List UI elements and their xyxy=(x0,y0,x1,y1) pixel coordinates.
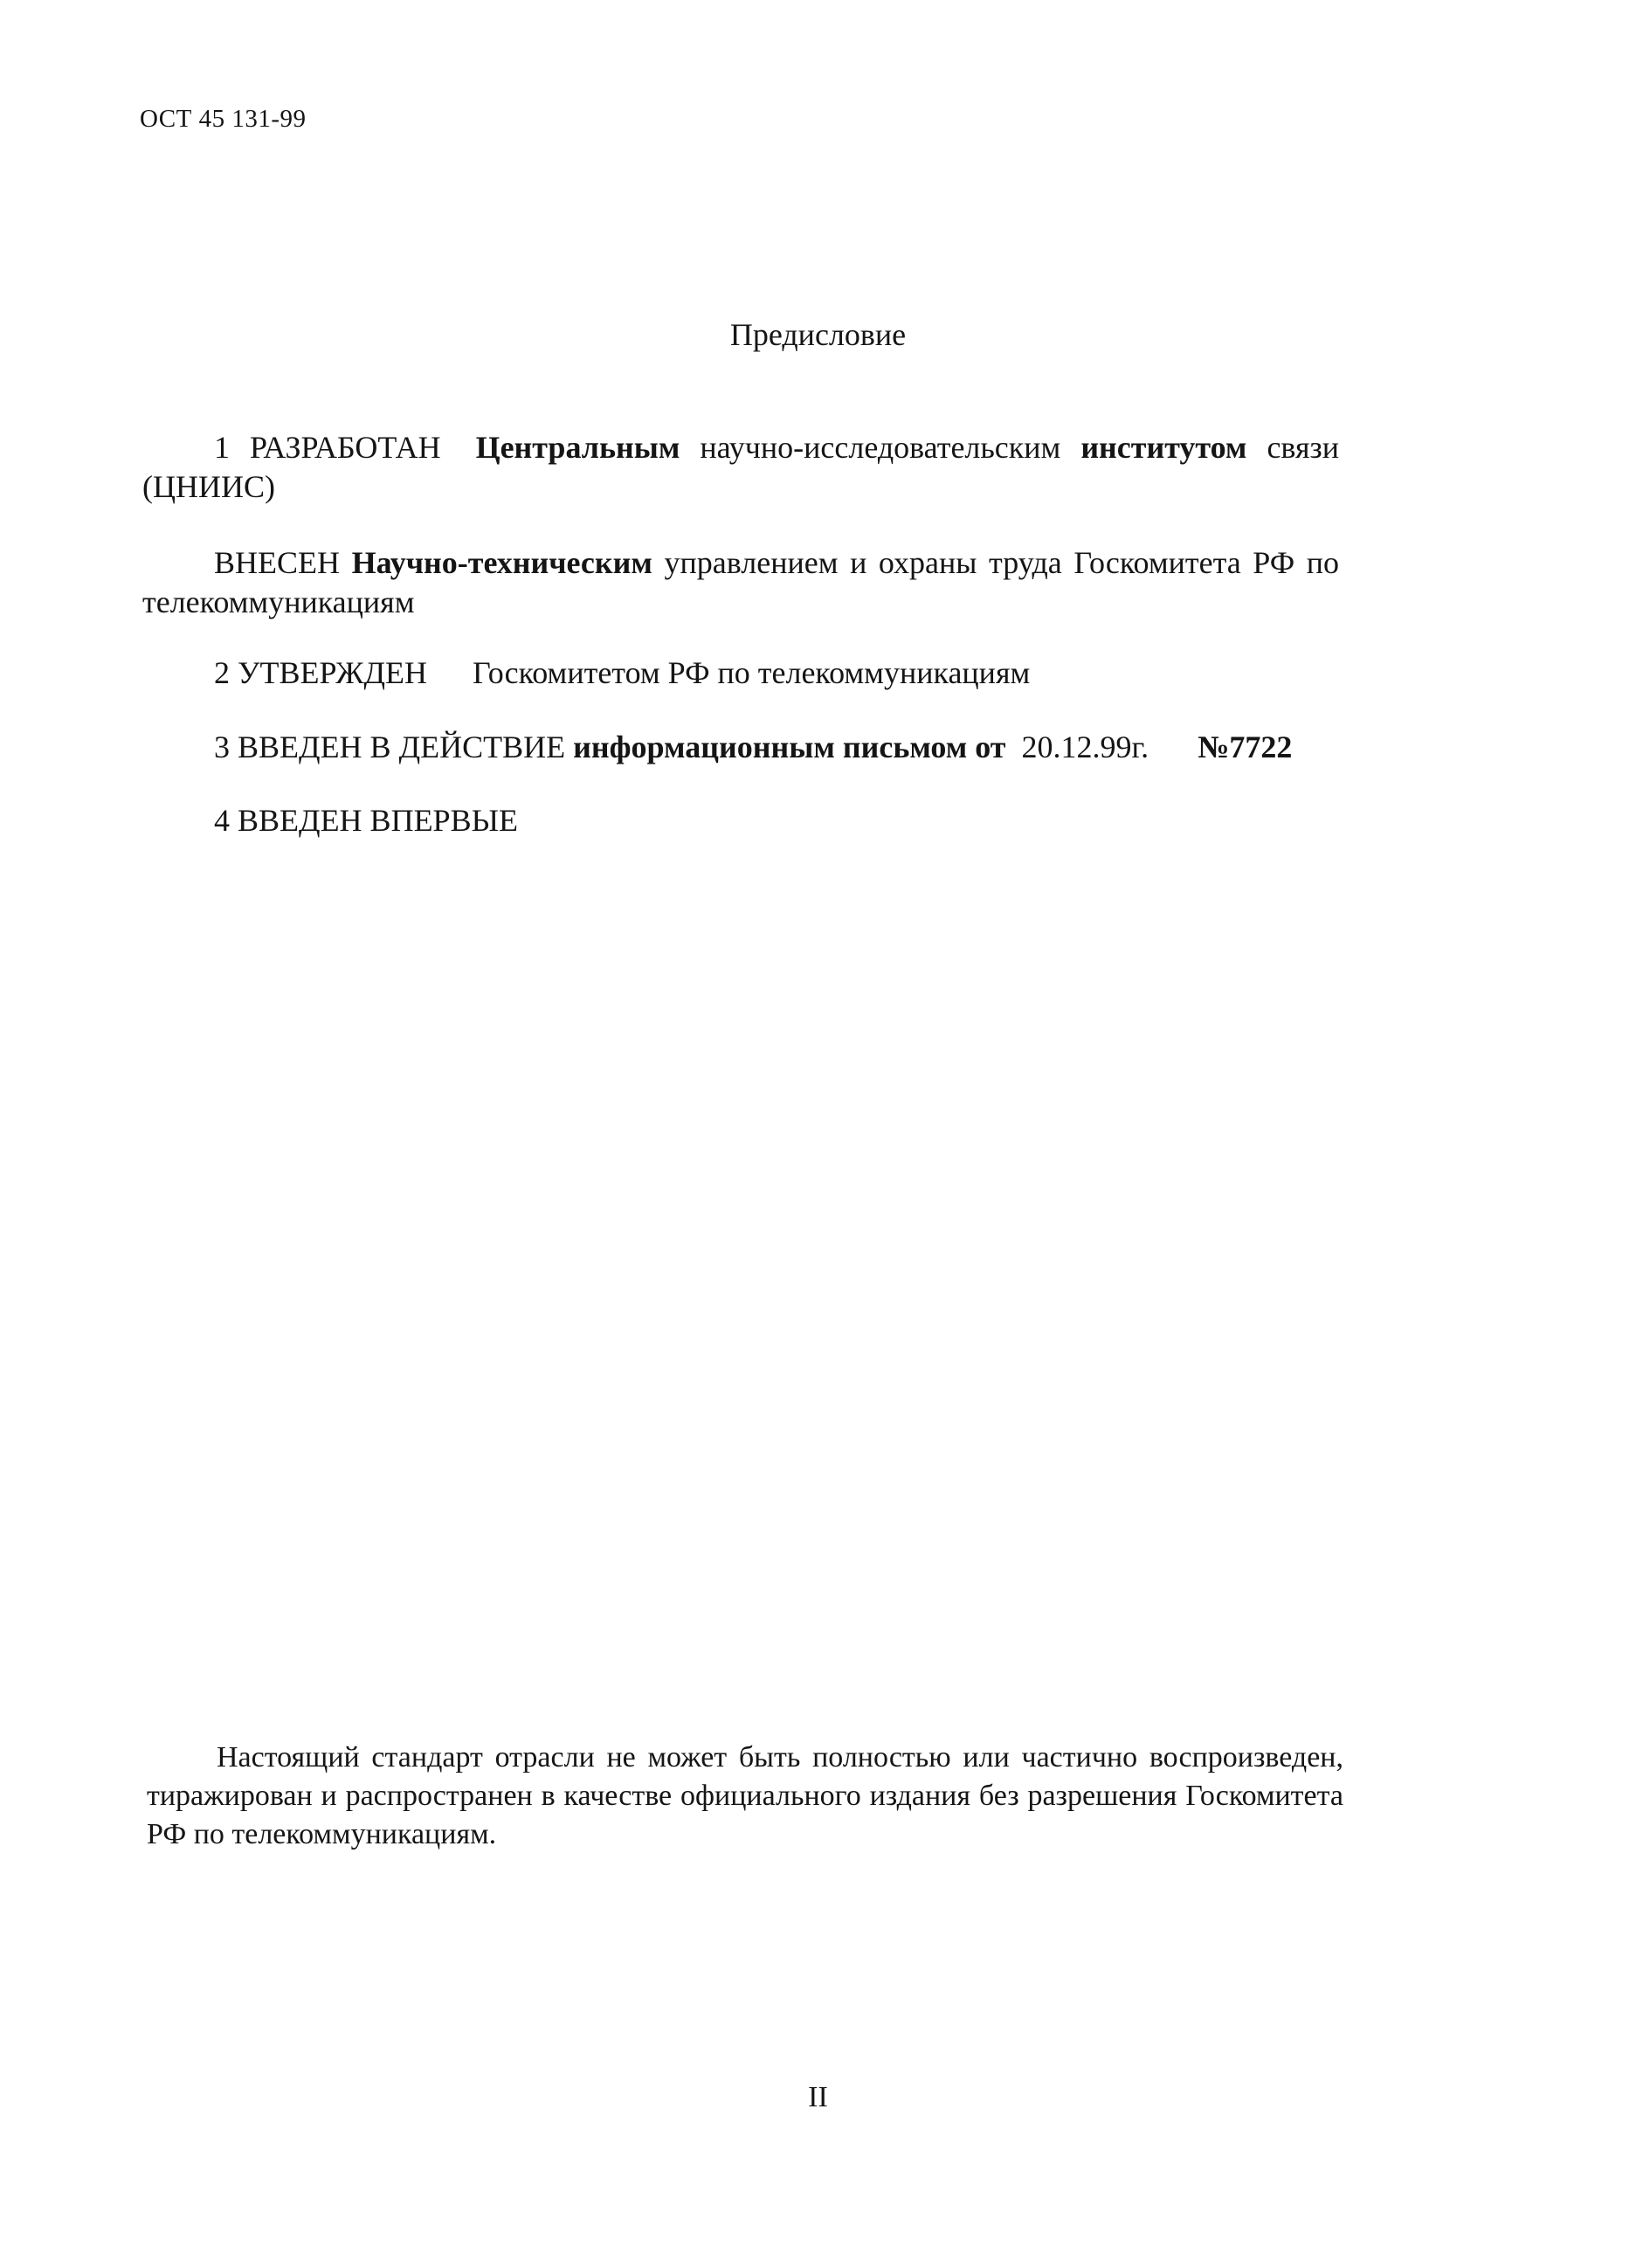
item-introduced-org-part1: Научно-техническим xyxy=(351,545,652,580)
item-developed-org-part1: Центральным xyxy=(475,430,680,465)
item-enacted-doc-number: №7722 xyxy=(1198,729,1293,764)
page-number: II xyxy=(808,2081,828,2113)
document-code: ОСТ 45 131-99 xyxy=(140,105,307,133)
item-first-time-label: ВВЕДЕН ВПЕРВЫЕ xyxy=(238,803,518,838)
item-developed xyxy=(142,428,1339,507)
item-developed-org-part3: институтом xyxy=(1080,430,1247,465)
item-enacted-number: 3 xyxy=(214,729,230,764)
item-enacted-text: информационным письмом от xyxy=(573,729,1006,764)
item-developed-label: РАЗРАБОТАН xyxy=(249,430,441,465)
item-introduced-label: ВНЕСЕН xyxy=(214,545,340,580)
item-first-time-number: 4 xyxy=(214,803,230,838)
item-first-time xyxy=(214,801,518,840)
copyright-notice xyxy=(147,1739,1343,1854)
item-introduced xyxy=(142,543,1339,622)
item-approved xyxy=(214,653,1030,693)
item-developed-org-part2: научно-исследовательским xyxy=(700,430,1061,465)
item-enacted-label: ВВЕДЕН В ДЕЙСТВИЕ xyxy=(238,729,566,764)
item-developed-number: 1 xyxy=(214,430,230,465)
item-approved-org: Госкомитетом РФ по телекоммуникациям xyxy=(473,655,1031,690)
page-title: Предисловие xyxy=(729,317,907,352)
copyright-notice-text: Настоящий стандарт отрасли не может быть полностью или частично воспроизведен, тиражирован и распространен в качестве официального издания без разрешения Госкомитета РФ по телекоммуникациям. xyxy=(147,1741,1343,1850)
item-enacted-date: 20.12.99г. xyxy=(1021,729,1149,764)
item-enacted xyxy=(214,728,1292,767)
item-approved-label: УТВЕРЖДЕН xyxy=(238,655,428,690)
item-approved-number: 2 xyxy=(214,655,230,690)
item-introduced-org-part2: управлением и охраны труда Госкомитета РФ по телекоммуникациям xyxy=(142,545,1339,619)
item-developed-org-part4: связи (ЦНИИС) xyxy=(142,430,1339,504)
